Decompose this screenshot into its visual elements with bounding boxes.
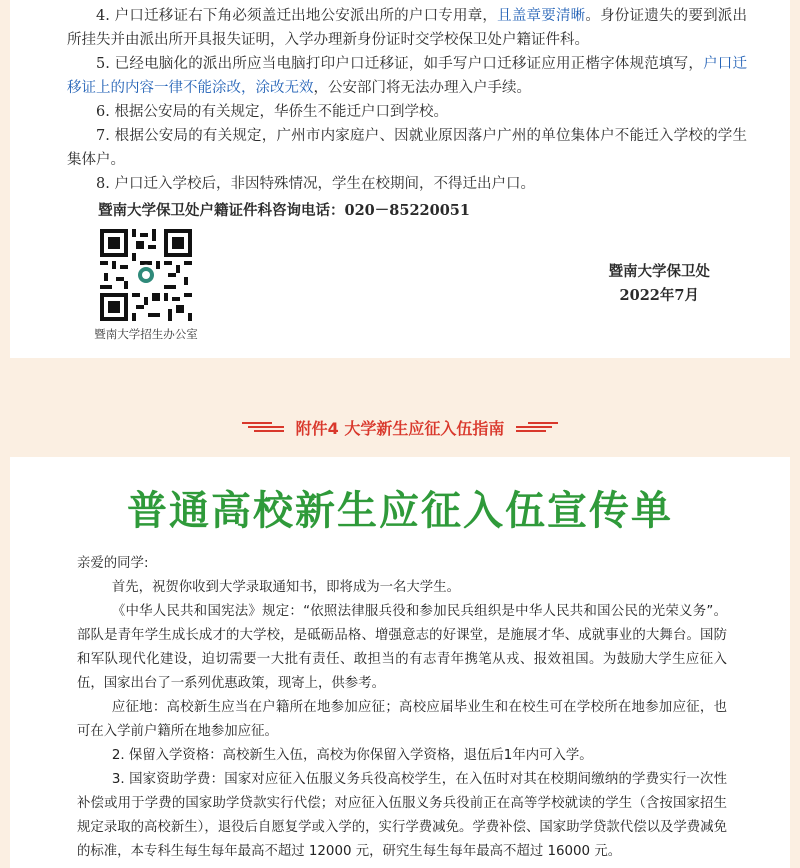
item-7: 7. 根据公安局的有关规定，广州市内家庭户、因就业原因落户广州的单位集体户不能迁入学校的学生集体户。 [67,128,747,168]
sign-date: 2022年7月 [619,287,699,304]
greeting: 亲爱的同学: [77,556,149,571]
section-header [0,412,800,442]
notice-card-bottom [10,457,790,868]
qr-caption: 暨南大学招生办公室 [94,327,198,341]
notice-card-top [10,0,790,358]
section-title: 附件4 大学新生应征入伍指南 [295,418,505,438]
item-8: 8. 户口迁入学校后，非因特殊情况，学生在校期间，不得迁出户口。 [96,176,535,192]
item-6: 6. 根据公安局的有关规定，华侨生不能迁户口到学校。 [96,104,448,120]
qr-code-icon[interactable] [100,229,192,321]
paragraph-congrats: 首先，祝贺你收到大学录取通知书，即将成为一名大学生。 [111,580,460,595]
item-5: 5. 已经电脑化的派出所应当电脑打印户口迁移证，如手写户口迁移证应用正楷字体规范填写，户口迁移证上的内容一律不能涂改，涂改无效，公安部门将无法办理入户手续。 [67,56,747,96]
paragraph-tuition-aid: 3. 国家资助学费：国家对应征入伍服义务兵役高校学生，在入伍时对其在校期间缴纳的学费实行一次性补偿或用于学费的国家助学贷款实行代偿；对应征入伍服义务兵役前正在高等学校就读的学生（含按国家招生规定录取的高校新生），退役后自愿复学或入学的，实行学费减免。学费补偿、国家助学贷款代偿以及学费减免的标准，本专科生每生每年最高不超过 12000 元，研究生每生每年最高不超过 16000 元。 [77,772,727,859]
right-decoration-icon [516,422,558,432]
paragraph-enrollment-retention: 2. 保留入学资格：高校新生入伍，高校为你保留入学资格，退伍后1年内可入学。 [111,748,593,763]
left-decoration-icon [242,422,284,432]
paragraph-enlistment-place: 应征地：高校新生应当在户籍所在地参加应征；高校应届毕业生和在校生可在学校所在地参加应征，也可在入学前户籍所在地参加应征。 [77,700,727,739]
paragraph-constitution: 《中华人民共和国宪法》规定：“依照法律服兵役和参加民兵组织是中华人民共和国公民的光荣义务”。部队是青年学生成长成才的大学校，是砥砺品格、增强意志的好课堂，是施展才华、成就事业的大舞台。国防和军队现代化建设，迫切需要一大批有责任、敢担当的有志青年携笔从戎、报效祖国。为鼓励大学生应征入伍，国家出台了一系列优惠政策，现寄上，供参考。 [77,604,727,691]
sign-org: 暨南大学保卫处 [608,263,710,280]
item-4: 4. 户口迁移证右下角必须盖迁出地公安派出所的户口专用章，且盖章要清晰。身份证遗失的要到派出所挂失并由派出所开具报失证明，入学办理新身份证时交学校保卫处户籍证件科。 [67,8,747,48]
signature-block [609,260,711,308]
contact-phone: 暨南大学保卫处户籍证件科咨询电话：020－85220051 [98,202,470,219]
page-title: 普通高校新生应征入伍宣传单 [127,487,673,534]
